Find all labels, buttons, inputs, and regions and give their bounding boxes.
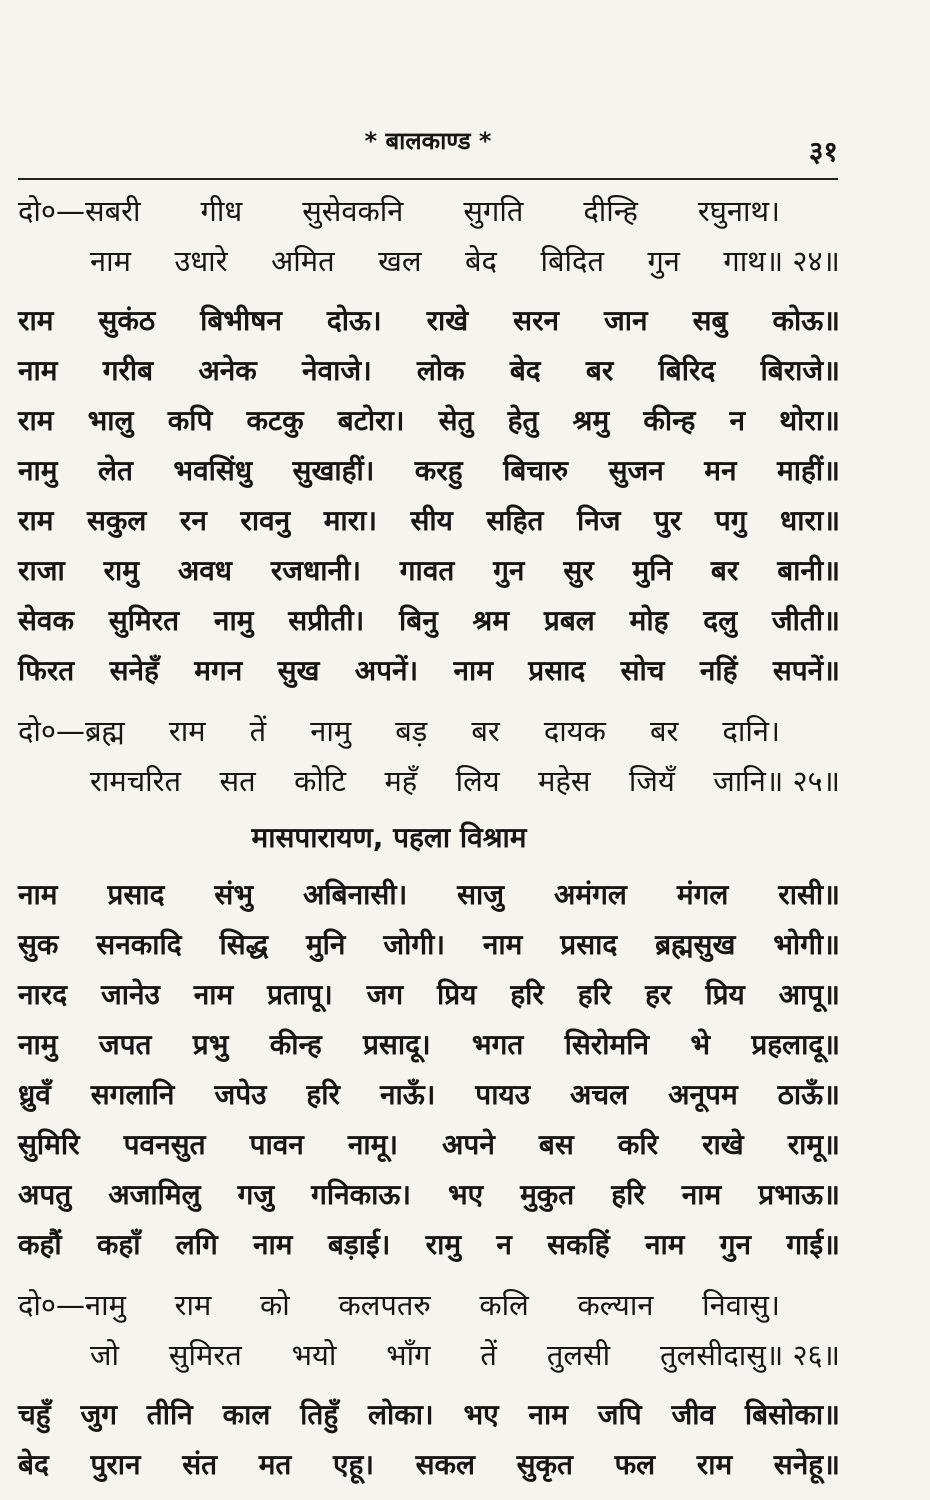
verse-word: श्रम: [472, 604, 510, 637]
verse-word: प्रसाद: [107, 878, 165, 911]
verse-word: नाऊँ।: [379, 1078, 436, 1111]
verse-word: प्रिय: [705, 978, 745, 1011]
spacer: [18, 696, 840, 706]
verse-word: कपि: [167, 404, 213, 437]
verse-word: अपतु: [18, 1178, 72, 1211]
verse-word: नाम: [453, 654, 493, 687]
verse-word: राम: [696, 1448, 733, 1481]
verse-word: बानी॥: [777, 554, 840, 587]
verse-word: कीन्ह: [643, 404, 696, 437]
verse-word: बस: [538, 1128, 574, 1161]
verse-word: गुन: [647, 244, 680, 278]
verse-word: हर: [645, 978, 672, 1011]
doha-label: दो०—नामु: [18, 1288, 126, 1322]
verse-word: रजधानी।: [270, 554, 361, 587]
verse-word: ध्रुवँ: [18, 1078, 51, 1111]
verse-word: नहिं: [699, 654, 738, 687]
verse-word: न: [496, 1228, 512, 1261]
verse-word: साजु: [457, 878, 505, 911]
verse-word: थोरा॥: [779, 404, 840, 437]
chaupai-line: [18, 1220, 840, 1270]
verse-word: गुन: [493, 554, 525, 587]
verse-word: बिरिद: [658, 354, 716, 387]
verse-word: सुखाहीं।: [292, 454, 375, 487]
verse-word: चहुँ: [18, 1398, 51, 1431]
verse-word: पायउ: [475, 1078, 531, 1111]
verse-word: न: [729, 404, 746, 437]
chaupai-line: [18, 970, 840, 1020]
verse-word: नाम: [528, 1398, 568, 1431]
verse-word: फल: [614, 1448, 656, 1481]
verse-body: [18, 186, 840, 1490]
chaupai-line: [18, 646, 840, 696]
verse-word: पावन: [249, 1128, 304, 1161]
chaupai-line: [18, 296, 840, 346]
verse-word: भगत: [471, 1028, 524, 1061]
verse-word: गावत: [399, 554, 455, 587]
doha-26-line-2: [18, 1330, 840, 1380]
chaupai-line: [18, 446, 840, 496]
verse-word: कहाँ: [96, 1228, 141, 1261]
verse-word: सनकादि: [96, 928, 182, 961]
verse-word: बेद: [18, 1448, 49, 1481]
chaupai-line: [18, 346, 840, 396]
verse-word: पुर: [654, 504, 682, 537]
verse-word: तें: [249, 714, 267, 748]
verse-word: संभु: [214, 878, 254, 911]
verse-word: नाम: [90, 244, 131, 278]
verse-word: नामु: [310, 714, 352, 748]
verse-word: करि: [617, 1128, 659, 1161]
verse-word: प्रिय: [437, 978, 477, 1011]
verse-word: दानि।: [722, 714, 780, 748]
verse-word: अनेक: [198, 354, 257, 387]
verse-word: अचल: [570, 1078, 629, 1111]
verse-word: सुजन: [608, 454, 664, 487]
verse-word: बटोरा।: [337, 404, 405, 437]
verse-word: खल: [378, 244, 422, 278]
verse-word: गनिकाऊ।: [311, 1178, 411, 1211]
doha-24-line-1: [18, 186, 840, 236]
verse-word: हरि: [611, 1178, 645, 1211]
verse-word: लोका।: [368, 1398, 434, 1431]
verse-word: हरि: [306, 1078, 340, 1111]
verse-word: अपनें।: [354, 654, 419, 687]
verse-word: सोच: [620, 654, 665, 687]
verse-word: संत: [182, 1448, 218, 1481]
chaupai-line: [18, 546, 840, 596]
verse-word: सेतु: [438, 404, 474, 437]
verse-word: नामू।: [347, 1128, 399, 1161]
verse-word: प्रभाऊ॥: [758, 1178, 840, 1211]
verse-word: सुमिरि: [18, 1128, 80, 1161]
verse-word: कोऊ॥: [772, 304, 840, 337]
doha-label: दो०—सबरी: [18, 194, 141, 228]
verse-word: दोऊ।: [326, 304, 382, 337]
verse-word: सकुल: [86, 504, 147, 537]
verse-word: बर: [710, 554, 739, 587]
verse-word: आपू॥: [778, 978, 840, 1011]
verse-word: फिरत: [18, 654, 75, 687]
verse-word: कहौं: [18, 1228, 62, 1261]
chaupai-line: [18, 496, 840, 546]
verse-word: लोक: [416, 354, 465, 387]
verse-word: अबिनासी।: [302, 878, 408, 911]
verse-word: ब्रह्मसुख: [655, 928, 736, 961]
verse-word: सुकंठ: [98, 304, 156, 337]
verse-word: प्रसादू।: [363, 1028, 431, 1061]
verse-word: राखे: [426, 304, 469, 337]
doha-26-line-1: [18, 1280, 840, 1330]
verse-word: नाम: [253, 1228, 293, 1261]
verse-word: हरि: [510, 978, 544, 1011]
verse-word: भोगी॥: [773, 928, 840, 961]
verse-word: बर: [585, 354, 614, 387]
verse-word: पगु: [714, 504, 747, 537]
verse-word: नाम: [18, 354, 58, 387]
verse-word: नाम: [18, 878, 58, 911]
verse-word: सेवक: [18, 604, 75, 637]
chaupai-line: [18, 1070, 840, 1120]
verse-word: सकहिं: [547, 1228, 610, 1261]
verse-word: अपने: [442, 1128, 495, 1161]
verse-word: सीय: [410, 504, 453, 537]
verse-word: सबु: [692, 304, 728, 337]
verse-word: दायक: [543, 714, 606, 748]
verse-word: प्रसाद: [560, 928, 618, 961]
verse-word: सनेहँ: [109, 654, 159, 687]
verse-word: रासी॥: [778, 878, 840, 911]
header-rule: [18, 178, 838, 180]
verse-word: बड़: [395, 714, 428, 748]
verse-word: बिराजे॥: [760, 354, 840, 387]
verse-word: नारद: [18, 978, 68, 1011]
verse-word: राम: [18, 504, 54, 537]
verse-word: रावनु: [240, 504, 291, 537]
verse-word: राम: [18, 404, 54, 437]
verse-word: कटकु: [246, 404, 304, 437]
verse-word: गाथ॥ २४॥: [723, 244, 840, 278]
verse-word: सगलानि: [90, 1078, 175, 1111]
verse-word: नामु: [18, 1028, 58, 1061]
verse-word: अनूपम: [668, 1078, 738, 1111]
chaupai-line: [18, 1440, 840, 1490]
verse-word: गरीब: [102, 354, 154, 387]
verse-word: लिय: [455, 764, 500, 798]
verse-word: कलि: [479, 1288, 529, 1322]
verse-word: बेद: [509, 354, 541, 387]
verse-word: अवध: [177, 554, 233, 587]
verse-word: लगि: [175, 1228, 218, 1261]
verse-word: रामु: [103, 554, 140, 587]
verse-word: जोगी।: [383, 928, 446, 961]
chaupai-line: [18, 1020, 840, 1070]
verse-word: कल्यान: [577, 1288, 654, 1322]
spacer: [18, 1270, 840, 1280]
verse-word: प्रसाद: [528, 654, 586, 687]
verse-word: सुगति: [463, 194, 524, 228]
doha-25-line-2: [18, 756, 840, 806]
verse-word: हेतु: [507, 404, 539, 437]
verse-word: धारा॥: [780, 504, 840, 537]
verse-word: श्रमु: [572, 404, 610, 437]
verse-word: जियँ: [628, 764, 675, 798]
doha-24-line-2: [18, 236, 840, 286]
verse-word: महेस: [538, 764, 591, 798]
verse-word: राम: [18, 304, 54, 337]
verse-word: अमंगल: [554, 878, 627, 911]
verse-word: नामु: [213, 604, 254, 637]
verse-word: मंगल: [676, 878, 729, 911]
verse-word: सिद्ध: [219, 928, 269, 961]
verse-word: राखे: [702, 1128, 744, 1161]
verse-word: उधारे: [174, 244, 228, 278]
verse-word: सकल: [415, 1448, 475, 1481]
verse-word: सुसेवकनि: [302, 194, 404, 228]
verse-word: जपेउ: [214, 1078, 267, 1111]
verse-word: जीती॥: [771, 604, 840, 637]
verse-word: दलु: [703, 604, 738, 637]
verse-word: बिचारु: [503, 454, 569, 487]
chaupai-line: [18, 1390, 840, 1440]
verse-word: भए: [447, 1178, 484, 1211]
verse-word: जानेउ: [100, 978, 160, 1011]
verse-word: महँ: [384, 764, 418, 798]
verse-word: सत: [219, 764, 256, 798]
verse-word: मन: [704, 454, 737, 487]
verse-word: रामू॥: [787, 1128, 840, 1161]
verse-word: सुमिरत: [168, 1338, 242, 1372]
verse-word: सुकृत: [516, 1448, 573, 1481]
chapter-title: * बालकाण्ड *: [364, 127, 492, 155]
chaupai-line: [18, 596, 840, 646]
verse-word: प्रतापू।: [267, 978, 333, 1011]
verse-word: जो: [90, 1338, 120, 1372]
verse-word: जान: [604, 304, 648, 337]
verse-word: बड़ाई।: [327, 1228, 391, 1261]
verse-word: दीन्हि: [583, 194, 638, 228]
verse-word: बेद: [465, 244, 497, 278]
verse-word: जग: [366, 978, 404, 1011]
verse-word: नामु: [18, 454, 58, 487]
verse-word: को: [259, 1288, 290, 1322]
verse-word: सहित: [486, 504, 544, 537]
verse-word: मुनि: [305, 928, 346, 961]
verse-word: सप्रीती।: [288, 604, 365, 637]
verse-word: बर: [471, 714, 500, 748]
verse-word: तुलसी: [546, 1338, 611, 1372]
verse-word: राम: [168, 714, 206, 748]
verse-word: तें: [480, 1338, 497, 1372]
chaupai-line: [18, 396, 840, 446]
spacer: [18, 286, 840, 296]
verse-word: काल: [222, 1398, 271, 1431]
verse-word: नेवाजे।: [301, 354, 372, 387]
verse-word: मुनि: [632, 554, 673, 587]
verse-word: जपत: [98, 1028, 152, 1061]
verse-word: सरन: [513, 304, 560, 337]
verse-word: प्रहलादू॥: [751, 1028, 840, 1061]
page-number: ३१: [808, 135, 838, 168]
verse-word: रामु: [425, 1228, 462, 1261]
doha-25-line-1: [18, 706, 840, 756]
verse-word: भए: [463, 1398, 499, 1431]
verse-word: सनेहू॥: [773, 1448, 840, 1481]
verse-word: अमित: [271, 244, 335, 278]
verse-word: पुरान: [90, 1448, 141, 1481]
verse-word: मोह: [629, 604, 669, 637]
verse-word: तिहुँ: [300, 1398, 339, 1431]
verse-word: मत: [258, 1448, 292, 1481]
verse-word: निज: [576, 504, 621, 537]
verse-word: राजा: [18, 554, 65, 587]
verse-word: सुमिरत: [108, 604, 180, 637]
verse-word: तीनि: [146, 1398, 193, 1431]
verse-word: प्रभु: [192, 1028, 229, 1061]
doha-label: दो०—ब्रह्म: [18, 714, 125, 748]
chaupai-line: [18, 1170, 840, 1220]
verse-word: भाँग: [386, 1338, 431, 1372]
verse-word: एहू।: [333, 1448, 374, 1481]
chaupai-line: [18, 920, 840, 970]
verse-word: लेत: [98, 454, 133, 487]
verse-word: जीव: [671, 1398, 716, 1431]
spacer: [18, 1380, 840, 1390]
verse-word: गीध: [200, 194, 243, 228]
verse-word: नाम: [681, 1178, 722, 1211]
verse-word: कलपतरु: [338, 1288, 431, 1322]
verse-word: निवासु।: [702, 1288, 780, 1322]
chaupai-block-1: [18, 296, 840, 696]
verse-word: भवसिंधु: [173, 454, 253, 487]
verse-word: बिसोका॥: [744, 1398, 840, 1431]
verse-word: बर: [649, 714, 679, 748]
verse-word: माहीं॥: [777, 454, 840, 487]
chaupai-block-2: [18, 870, 840, 1270]
verse-word: कीन्ह: [269, 1028, 322, 1061]
verse-word: बिनु: [398, 604, 438, 637]
chaupai-line: [18, 870, 840, 920]
verse-word: जुग: [80, 1398, 117, 1431]
verse-word: प्रबल: [543, 604, 595, 637]
verse-word: मारा।: [323, 504, 377, 537]
verse-word: मुकुत: [520, 1178, 575, 1211]
verse-word: मगन: [194, 654, 243, 687]
verse-word: बिभीषन: [200, 304, 282, 337]
verse-word: गजु: [237, 1178, 275, 1211]
verse-word: बिदित: [540, 244, 604, 278]
verse-word: राम: [174, 1288, 212, 1322]
verse-word: सिरोमनि: [564, 1028, 650, 1061]
chaupai-line: [18, 1120, 840, 1170]
verse-word: भे: [690, 1028, 711, 1061]
verse-word: तुलसीदासु॥ २६॥: [660, 1338, 840, 1372]
verse-word: गुन: [719, 1228, 752, 1261]
chaupai-block-3: [18, 1390, 840, 1490]
verse-word: नाम: [644, 1228, 685, 1261]
page-header: [18, 118, 838, 178]
verse-word: सुक: [18, 928, 59, 961]
verse-word: अजामिलु: [108, 1178, 201, 1211]
verse-word: रन: [179, 504, 207, 537]
verse-word: जानि॥ २५॥: [713, 764, 840, 798]
verse-word: पवनसुत: [123, 1128, 206, 1161]
verse-word: भयो: [291, 1338, 337, 1372]
verse-word: जपि: [597, 1398, 642, 1431]
verse-word: भालु: [87, 404, 134, 437]
verse-word: सपनें॥: [772, 654, 840, 687]
verse-word: सुख: [277, 654, 320, 687]
verse-word: हरि: [577, 978, 612, 1011]
verse-word: रामचरित: [90, 764, 182, 798]
section-title: मासपारायण, पहला विश्राम: [251, 821, 527, 854]
verse-word: कोटि: [294, 764, 346, 798]
verse-word: नाम: [482, 928, 523, 961]
verse-word: सुर: [563, 554, 594, 587]
verse-word: नाम: [193, 978, 234, 1011]
verse-word: करहु: [414, 454, 463, 487]
verse-word: रघुनाथ।: [697, 194, 780, 228]
verse-word: ठाऊँ॥: [777, 1078, 840, 1111]
verse-word: गाई॥: [786, 1228, 840, 1261]
